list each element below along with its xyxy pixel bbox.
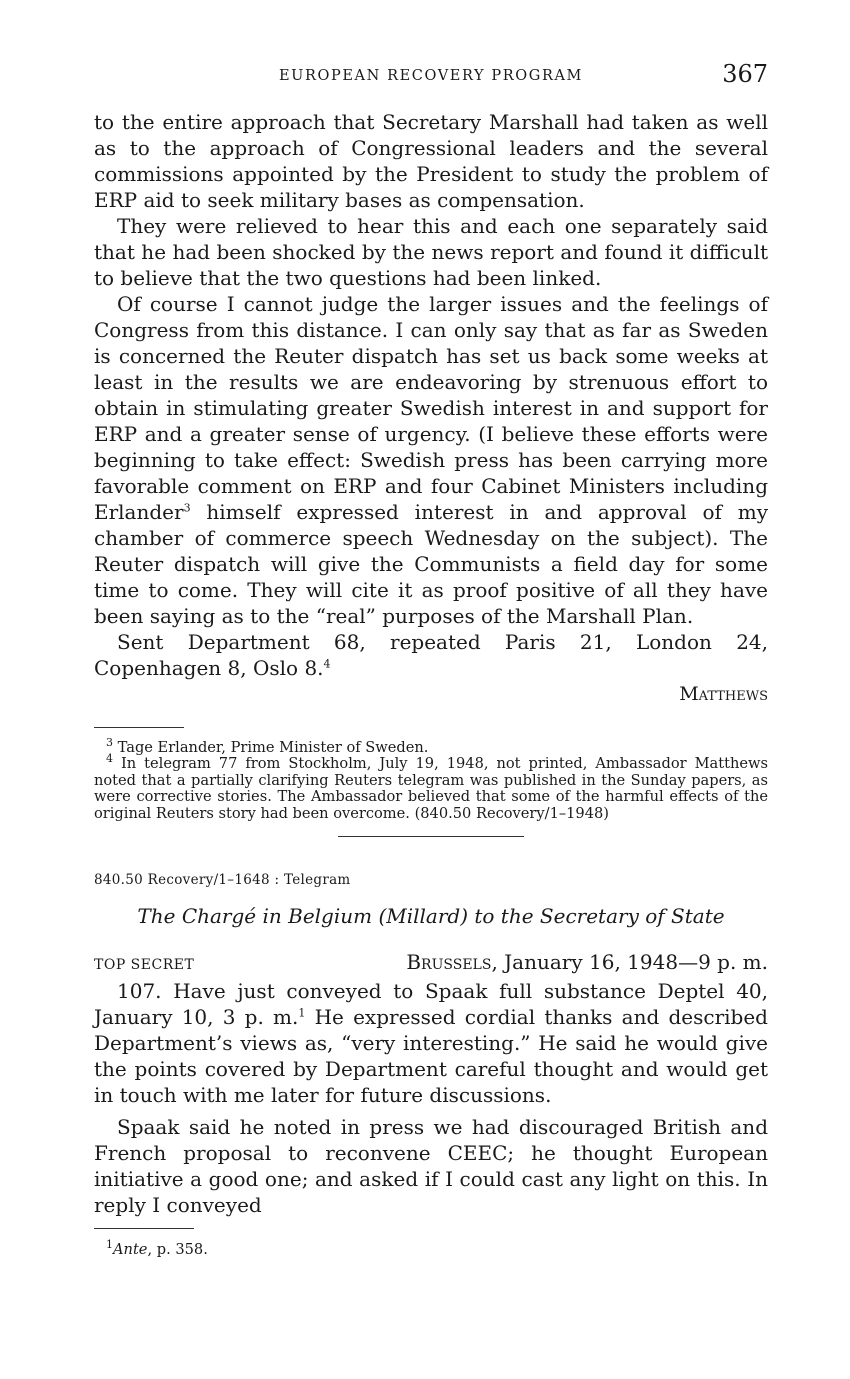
footnote: $^4$ In telegram 77 from Stockholm, July 19, 1948, not printed, Ambassador Matthews noted that a partially clarifying Reuters telegram was published in the Sunday papers, as were corrective stories. The Ambassador believed that some of the harmful effects of the original Reuters story had been overcome. (840.50 Recovery/1–1948) (94, 752, 768, 822)
running-title: EUROPEAN RECOVERY PROGRAM (278, 68, 584, 84)
body-paragraph: Of course I cannot judge the larger issues and the feelings of Congress from this distance. I can only say that as far as Sweden is concerned the Reuter dispatch has set us back some weeks at least in the results we are endeavoring by strenuous effort to obtain in stimulating greater Swedish interest in and support for ERP and a greater sense of urgency. (I believe these efforts were beginning to take effect: Swedish press has been carrying more favorable comment on ERP and four Cabinet Ministers including Erlander$^3$ himself expressed interest in and approval of my chamber of commerce speech Wednesday on the subject). The Reuter dispatch will give the Communists a field day for some time to come. They will cite it as proof positive of all they have been saying as to the “real” purposes of the Marshall Plan. (94, 292, 768, 628)
footnote-ref[interactable]: 4 (323, 657, 331, 671)
footnote-ref[interactable]: 3 (183, 501, 191, 515)
page-body (94, 109, 768, 1263)
footnotes (94, 1228, 768, 1263)
footnote-rule (94, 727, 184, 728)
footnotes (94, 736, 768, 822)
body-paragraph: Sent Department 68, repeated Paris 21, London 24, Copenhagen 8, Oslo 8.$^4$ (94, 630, 768, 680)
body-paragraph: They were relieved to hear this and each one separately said that he had been shocked by the news report and found it difficult to believe that the two questions had been linked. (94, 214, 768, 290)
body-paragraph: Spaak said he noted in press we had discouraged British and French proposal to reconvene CEEC; he thought European initiative a good one; and asked if I could cast any light on this. In reply I conveyed (94, 1115, 768, 1218)
classification: TOP SECRET (94, 957, 195, 974)
footnote-ref[interactable]: 1 (298, 1006, 306, 1020)
section-divider (338, 836, 524, 837)
body-paragraph: 107. Have just conveyed to Spaak full substance Deptel 40, January 10, 3 p. m.$^1$ He expressed cordial thanks and described Department’s views as, “very interesting.” He said he would give the points covered by Department careful thought and would get in touch with me later for future discussions. (94, 979, 768, 1108)
page-number: 367 (722, 60, 768, 88)
file-reference: 840.50 Recovery/1–1648 : Telegram (94, 872, 351, 889)
footnote: $^1$Ante, p. 358. (106, 1238, 208, 1259)
document-title: The Chargé in Belgium (Millard) to the Secretary of State (137, 904, 725, 929)
dateline (94, 949, 768, 978)
footnote-rule (94, 1228, 194, 1229)
body-paragraph: to the entire approach that Secretary Marshall had taken as well as to the approach of Congressional leaders and the several commissions appointed by the President to study the problem of ERP aid to seek military bases as compensation. (94, 110, 768, 212)
footnote: $^3$ Tage Erlander, Prime Minister of Sweden. (106, 736, 429, 756)
running-header (94, 60, 768, 90)
place-date: Brussels, January 16, 1948—9 p. m. (406, 950, 768, 975)
signature: Matthews (679, 683, 768, 705)
